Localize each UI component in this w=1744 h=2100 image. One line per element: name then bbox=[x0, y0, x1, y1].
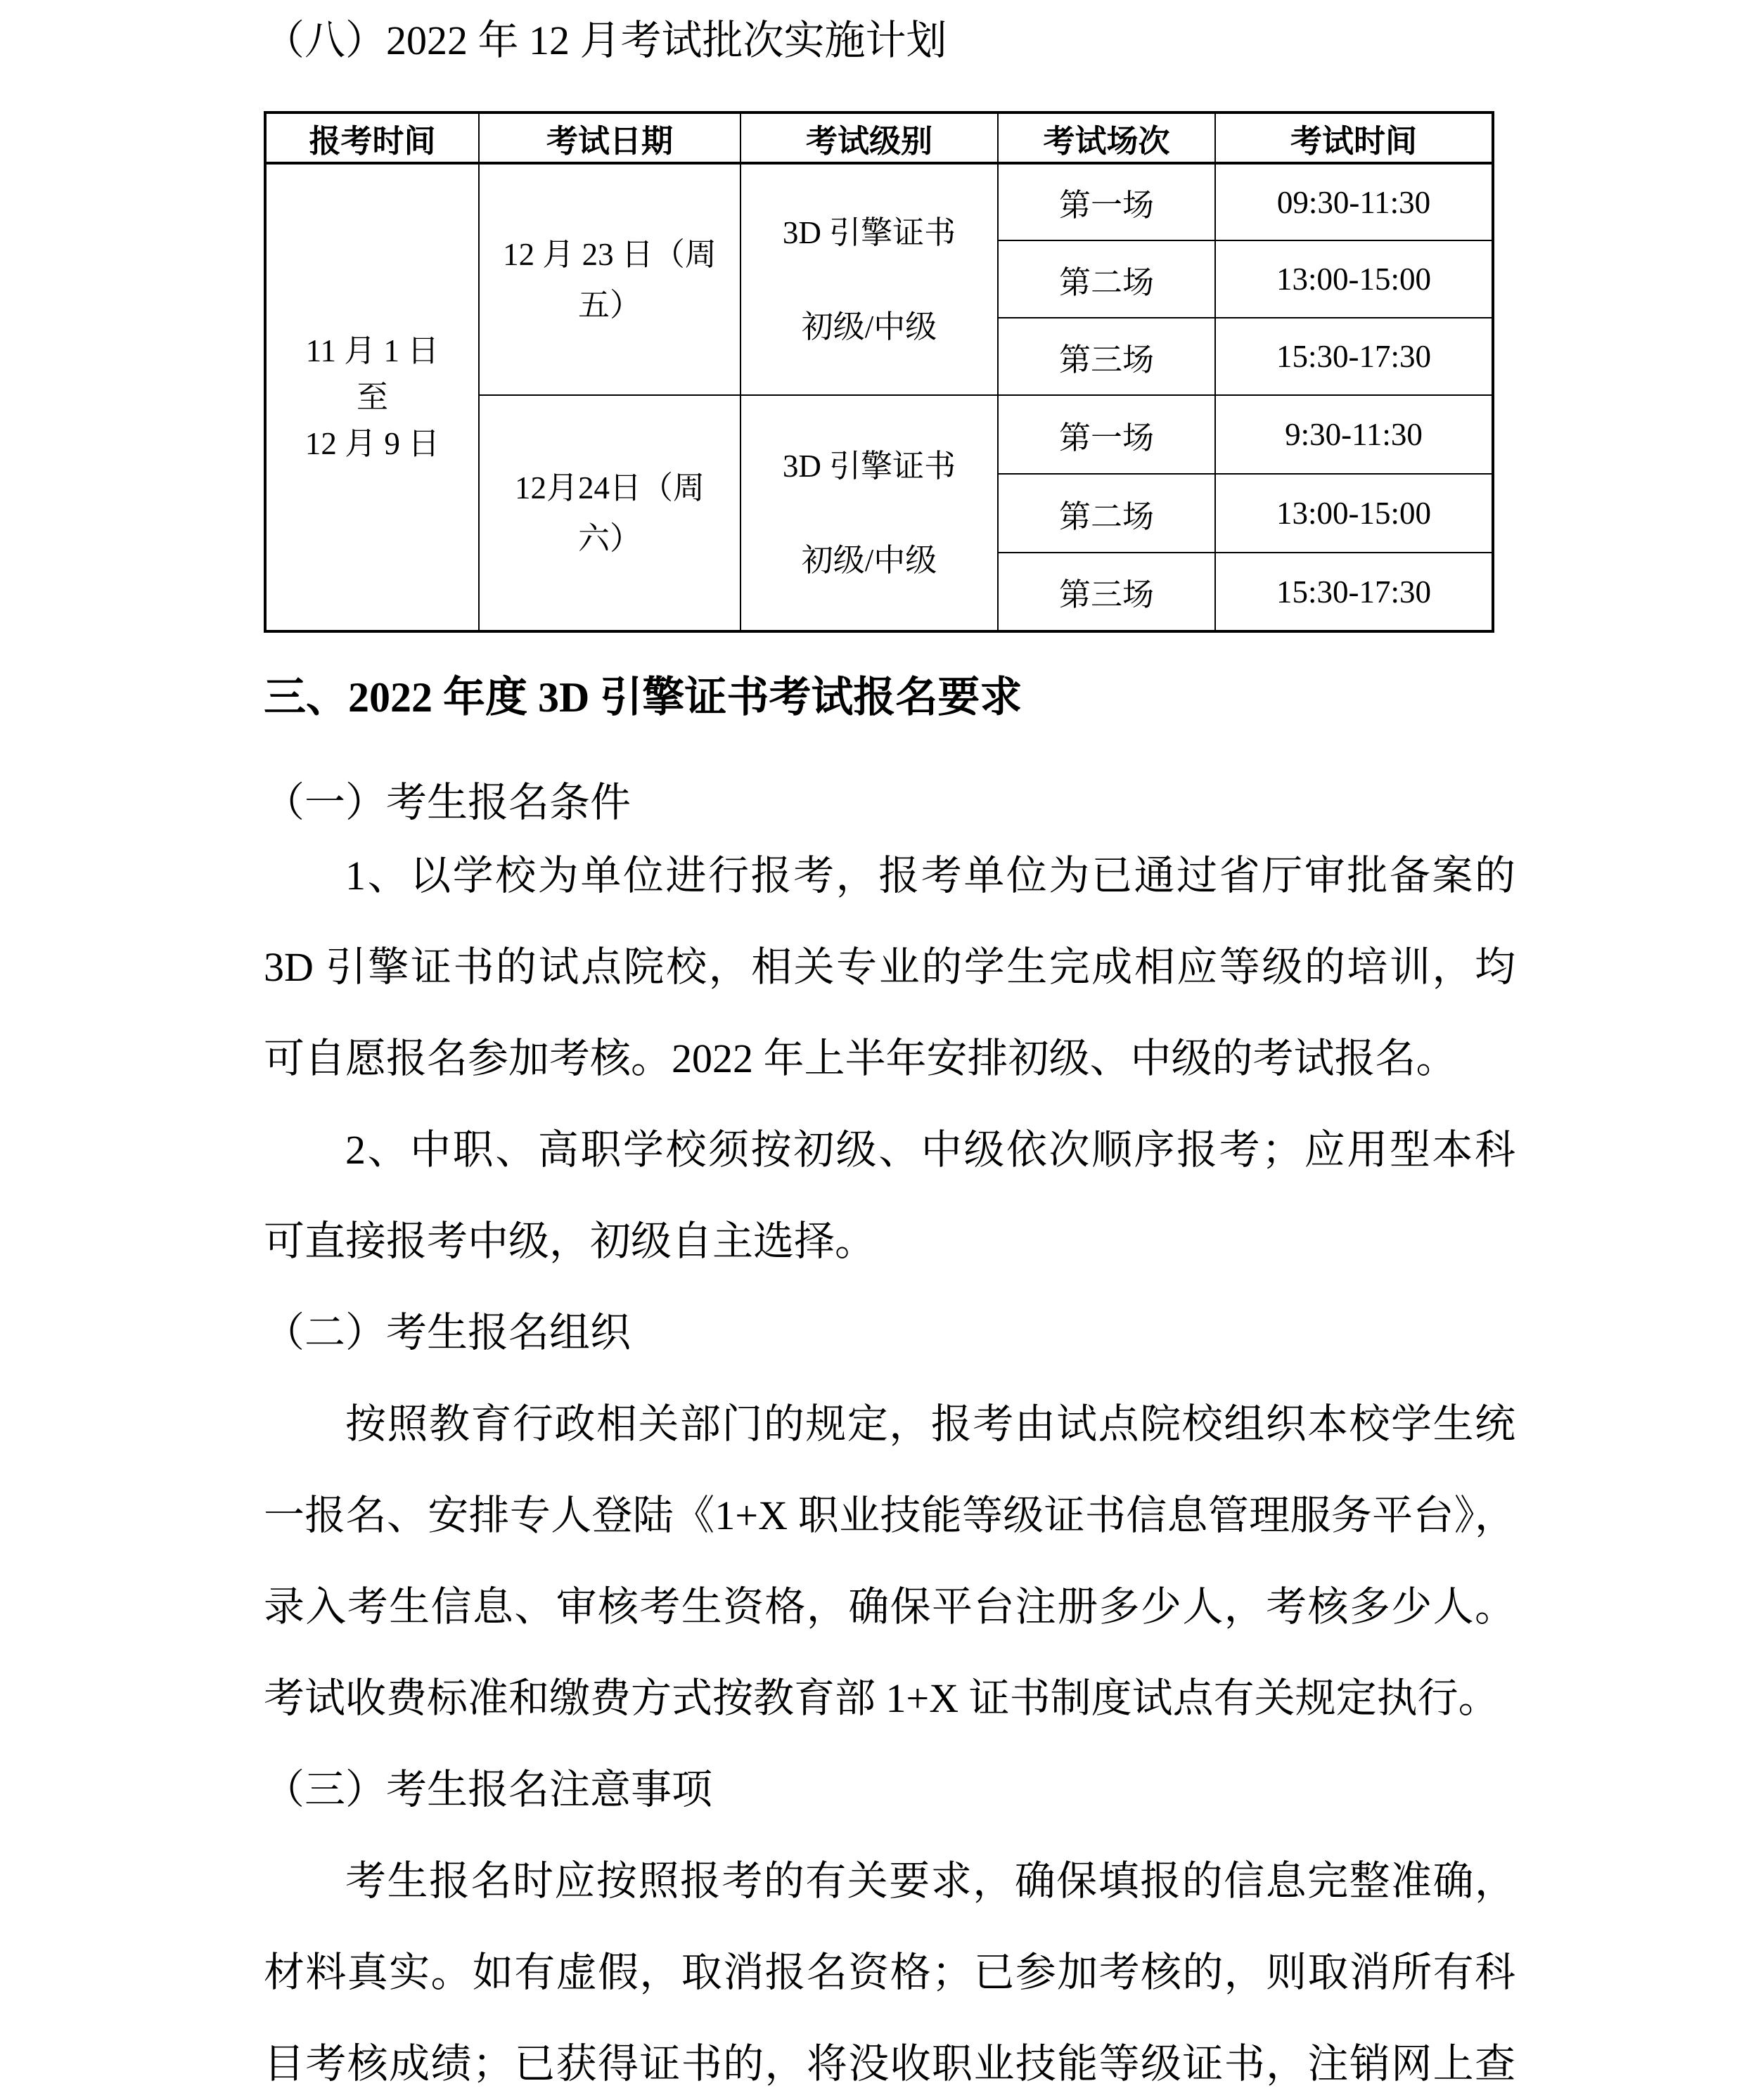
exam-level-cell-dec23 bbox=[740, 163, 998, 395]
paragraph-line: 考试收费标准和缴费方式按教育部 1+X 证书制度试点有关规定执行。 bbox=[264, 1675, 1499, 1721]
time-cell: 15:30-17:30 bbox=[1215, 553, 1493, 631]
paragraph-line: 录入考生信息、审核考生资格，确保平台注册多少人，考核多少人。 bbox=[264, 1584, 1515, 1630]
time-cell: 13:00-15:00 bbox=[1215, 474, 1493, 553]
paragraph-line: 目考核成绩；已获得证书的，将没收职业技能等级证书，注销网上查 bbox=[264, 2041, 1515, 2087]
paragraph-line: 可自愿报名参加考核。2022 年上半年安排初级、中级的考试报名。 bbox=[264, 1036, 1457, 1081]
session-cell: 第二场 bbox=[998, 474, 1215, 553]
header-exam-session: 考试场次 bbox=[998, 112, 1215, 163]
exam-date-line: 12 月 23 日（周 bbox=[503, 236, 717, 272]
paragraph-4 bbox=[264, 1836, 1515, 2100]
subsection-title-3: （三）考生报名注意事项 bbox=[264, 1767, 713, 1812]
paragraph-1 bbox=[264, 830, 1515, 1104]
exam-schedule-table-wrap bbox=[264, 111, 1515, 633]
time-cell: 09:30-11:30 bbox=[1215, 163, 1493, 240]
paragraph-line: 3D 引擎证书的试点院校，相关专业的学生完成相应等级的培训，均 bbox=[264, 944, 1515, 990]
exam-date-cell-dec24 bbox=[479, 395, 740, 631]
exam-schedule-table bbox=[264, 111, 1494, 633]
table-row bbox=[265, 163, 1493, 240]
paragraph-3 bbox=[264, 1379, 1515, 1744]
paragraph-line: 材料真实。如有虚假，取消报名资格；已参加考核的，则取消所有科 bbox=[264, 1950, 1515, 1995]
subsection-title-1: （一）考生报名条件 bbox=[264, 780, 631, 825]
paragraph-line: 按照教育行政相关部门的规定，报考由试点院校组织本校学生统 bbox=[345, 1401, 1515, 1447]
exam-level-line: 初级/中级 bbox=[801, 309, 937, 344]
header-exam-level: 考试级别 bbox=[740, 112, 998, 163]
exam-date-line: 六） bbox=[577, 520, 641, 556]
session-cell: 第一场 bbox=[998, 163, 1215, 240]
exam-level-line: 3D 引擎证书 bbox=[782, 448, 956, 484]
paragraph-2 bbox=[264, 1104, 1515, 1287]
paragraph-line: 1、以学校为单位进行报考，报考单位为已通过省厅审批备案的 bbox=[345, 853, 1515, 898]
session-cell: 第三场 bbox=[998, 318, 1215, 395]
exam-level-line: 初级/中级 bbox=[801, 542, 937, 578]
time-cell: 9:30-11:30 bbox=[1215, 395, 1493, 474]
header-registration-time: 报考时间 bbox=[265, 112, 479, 163]
section-heading-3: 三、2022 年度 3D 引擎证书考试报名要求 bbox=[264, 674, 1022, 721]
registration-period-line: 至 bbox=[356, 380, 388, 415]
paragraph-line: 一报名、安排专人登陆《1+X 职业技能等级证书信息管理服务平台》， bbox=[264, 1493, 1515, 1538]
exam-level-cell-dec24 bbox=[740, 395, 998, 631]
registration-period-line: 11 月 1 日 bbox=[305, 333, 440, 368]
exam-date-cell-dec23 bbox=[479, 163, 740, 395]
session-cell: 第三场 bbox=[998, 553, 1215, 631]
session-cell: 第二场 bbox=[998, 240, 1215, 318]
paragraph-line: 考生报名时应按照报考的有关要求，确保填报的信息完整准确， bbox=[345, 1858, 1515, 1904]
registration-period-line: 12 月 9 日 bbox=[304, 426, 440, 461]
subsection-title-2: （二）考生报名组织 bbox=[264, 1310, 631, 1355]
document-content bbox=[0, 20, 1744, 2100]
header-exam-time: 考试时间 bbox=[1215, 112, 1493, 163]
paragraph-line: 2、中职、高职学校须按初级、中级依次顺序报考；应用型本科 bbox=[345, 1127, 1515, 1173]
section-heading-8: （八）2022 年 12 月考试批次实施计划 bbox=[264, 18, 947, 63]
header-exam-date: 考试日期 bbox=[479, 112, 740, 163]
exam-date-line: 五） bbox=[577, 287, 641, 323]
session-cell: 第一场 bbox=[998, 395, 1215, 474]
exam-date-line: 12月24日（周 bbox=[514, 470, 705, 505]
table-header-row bbox=[265, 112, 1493, 163]
paragraph-line: 可直接报考中级，初级自主选择。 bbox=[264, 1218, 876, 1264]
time-cell: 13:00-15:00 bbox=[1215, 240, 1493, 318]
exam-level-line: 3D 引擎证书 bbox=[782, 214, 956, 250]
registration-period-cell bbox=[265, 163, 479, 631]
time-cell: 15:30-17:30 bbox=[1215, 318, 1493, 395]
